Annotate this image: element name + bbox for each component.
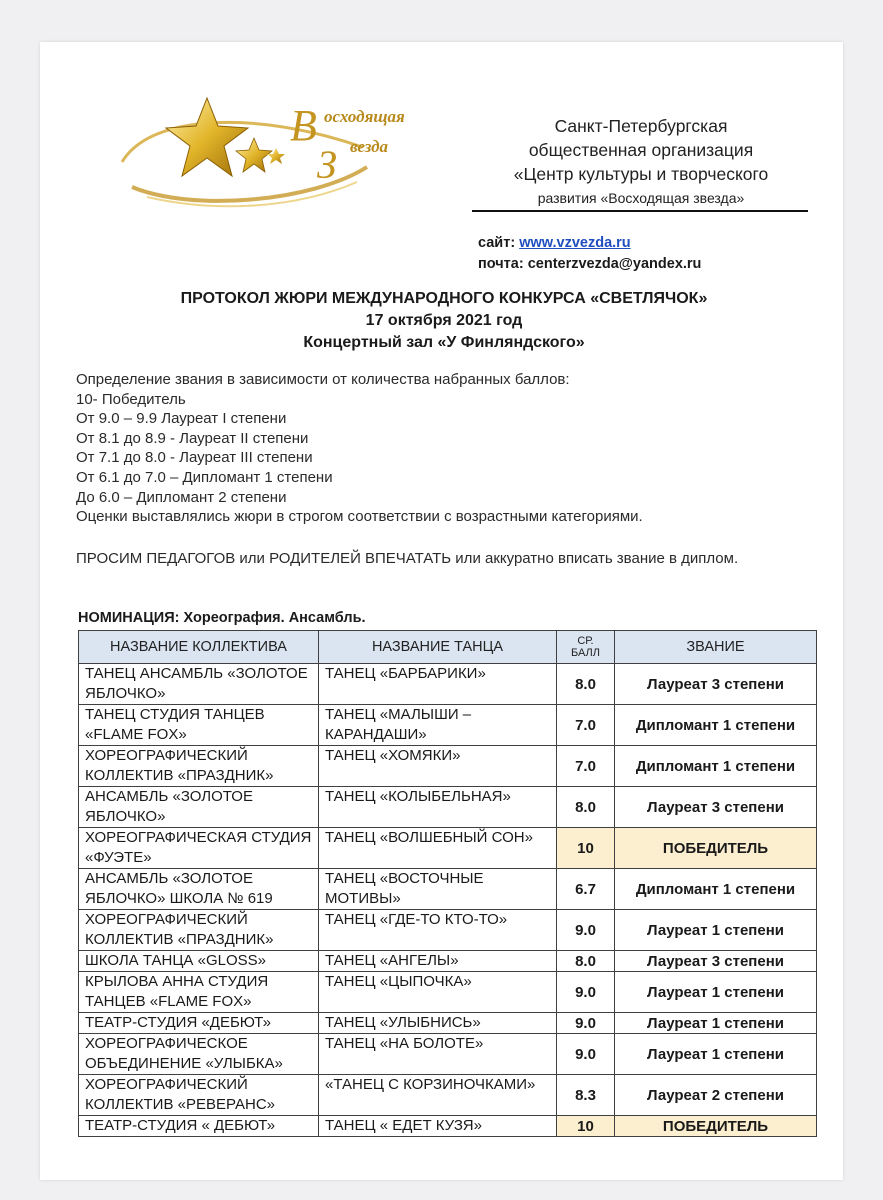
table-row [79,1034,817,1075]
dance-cell: ТАНЕЦ «КОЛЫБЕЛЬНАЯ» [319,787,557,828]
score-cell: 9.0 [557,910,615,951]
rising-star-logo [112,92,462,212]
site-row [478,233,701,254]
rank-cell: Лауреат 3 степени [615,664,817,705]
rank-cell: ПОБЕДИТЕЛЬ [615,828,817,869]
collective-cell: ТАНЕЦ СТУДИЯ ТАНЦЕВ «FLAME FOX» [79,705,319,746]
org-line-3: «Центр культуры и творческого [513,164,769,184]
dance-cell: ТАНЕЦ «МАЛЫШИ – КАРАНДАШИ» [319,705,557,746]
table-header-row [79,631,817,664]
rank-rules [76,370,816,527]
score-cell: 10 [557,1116,615,1137]
score-cell: 7.0 [557,746,615,787]
nomination-title [78,610,366,626]
dance-cell: ТАНЕЦ «УЛЫБНИСЬ» [319,1013,557,1034]
org-line-1: Санкт-Петербургская [554,116,728,136]
rank-cell: Лауреат 1 степени [615,1034,817,1075]
protocol-venue: Концертный зал «У Финляндского» [303,334,585,351]
dance-cell: ТАНЕЦ «ЦЫПОЧКА» [319,972,557,1013]
collective-cell: ХОРЕОГРАФИЧЕСКОЕ ОБЪЕДИНЕНИЕ «УЛЫБКА» [79,1034,319,1075]
header-collective: НАЗВАНИЕ КОЛЛЕКТИВА [79,631,319,664]
rank-cell: Лауреат 3 степени [615,787,817,828]
score-cell: 9.0 [557,972,615,1013]
rank-cell: Дипломант 1 степени [615,705,817,746]
organization-block [474,114,808,210]
dance-cell: ТАНЕЦ « ЕДЕТ КУЗЯ» [319,1116,557,1137]
collective-cell: АНСАМБЛЬ «ЗОЛОТОЕ ЯБЛОЧКО» [79,787,319,828]
table-row [79,910,817,951]
rank-cell: ПОБЕДИТЕЛЬ [615,1116,817,1137]
rank-cell: Лауреат 1 степени [615,972,817,1013]
score-cell: 8.0 [557,951,615,972]
teacher-request-note: ПРОСИМ ПЕДАГОГОВ или РОДИТЕЛЕЙ ВПЕЧАТАТЬ или аккуратно вписать звание в диплом. [76,550,739,567]
protocol-title: ПРОТОКОЛ ЖЮРИ МЕЖДУНАРОДНОГО КОНКУРСА «СВЕТЛЯЧОК» [180,290,708,307]
dance-cell: ТАНЕЦ «ХОМЯКИ» [319,746,557,787]
rank-cell: Дипломант 1 степени [615,746,817,787]
rank-cell: Лауреат 1 степени [615,910,817,951]
table-row [79,787,817,828]
header-score-line2: БАЛЛ [571,647,600,659]
table-row-winner [79,828,817,869]
rule-line: До 6.0 – Дипломант 2 степени [76,488,287,506]
mail-row [478,254,701,275]
collective-cell: ТЕАТР-СТУДИЯ « ДЕБЮТ» [79,1116,319,1137]
collective-cell: ШКОЛА ТАНЦА «GLOSS» [79,951,319,972]
mail-address: centerzvezda@yandex.ru [527,256,702,272]
table-row [79,869,817,910]
collective-cell: ТАНЕЦ АНСАМБЛЬ «ЗОЛОТОЕ ЯБЛОЧКО» [79,664,319,705]
nomination-label: НОМИНАЦИЯ: [78,610,180,626]
rule-line: 10- Победитель [76,390,186,408]
score-cell: 9.0 [557,1034,615,1075]
table-row [79,664,817,705]
rank-cell: Лауреат 3 степени [615,951,817,972]
dance-cell: ТАНЕЦ «АНГЕЛЫ» [319,951,557,972]
collective-cell: КРЫЛОВА АННА СТУДИЯ ТАНЦЕВ «FLAME FOX» [79,972,319,1013]
results-table [78,630,817,1137]
score-cell: 8.3 [557,1075,615,1116]
score-cell: 9.0 [557,1013,615,1034]
logo-word-1: осходящая [324,107,405,126]
rule-line: Определение звания в зависимости от количества набранных баллов: [76,371,570,388]
mail-label: почта: [478,256,524,272]
score-cell: 10 [557,828,615,869]
dance-cell: ТАНЕЦ «ГДЕ-ТО КТО-ТО» [319,910,557,951]
rule-line: От 9.0 – 9.9 Лауреат I степени [76,410,287,428]
rank-cell: Лауреат 1 степени [615,1013,817,1034]
collective-cell: ХОРЕОГРАФИЧЕСКАЯ СТУДИЯ «ФУЭТЕ» [79,828,319,869]
collective-cell: ХОРЕОГРАФИЧЕСКИЙ КОЛЛЕКТИВ «РЕВЕРАНС» [79,1075,319,1116]
table-row [79,746,817,787]
table-row-winner [79,1116,817,1137]
collective-cell: ТЕАТР-СТУДИЯ «ДЕБЮТ» [79,1013,319,1034]
rule-line: Оценки выставлялись жюри в строгом соответствии с возрастными категориями. [76,508,643,526]
site-label: сайт: [478,235,516,251]
logo-initial-v: В [290,101,317,150]
rank-cell: Дипломант 1 степени [615,869,817,910]
header-dance: НАЗВАНИЕ ТАНЦА [319,631,557,664]
dance-cell: ТАНЕЦ «НА БОЛОТЕ» [319,1034,557,1075]
site-link[interactable]: www.vzvezda.ru [519,235,631,251]
collective-cell: АНСАМБЛЬ «ЗОЛОТОЕ ЯБЛОЧКО» ШКОЛА № 619 [79,869,319,910]
table-row [79,1013,817,1034]
score-cell: 6.7 [557,869,615,910]
logo-word-2: везда [350,137,389,156]
contacts-block [478,233,701,275]
rule-line: От 7.1 до 8.0 - Лауреат III степени [76,449,313,467]
table-row [79,951,817,972]
dance-cell: «ТАНЕЦ С КОРЗИНОЧКАМИ» [319,1075,557,1116]
protocol-heading [80,288,808,354]
table-row [79,972,817,1013]
rule-line: От 8.1 до 8.9 - Лауреат II степени [76,429,309,447]
header-score-line1: СР. [577,635,594,647]
rank-cell: Лауреат 2 степени [615,1075,817,1116]
score-cell: 7.0 [557,705,615,746]
table-row [79,1075,817,1116]
collective-cell: ХОРЕОГРАФИЧЕСКИЙ КОЛЛЕКТИВ «ПРАЗДНИК» [79,746,319,787]
org-line-2: общественная организация [528,140,754,160]
org-divider [472,210,808,212]
org-line-4: развития «Восходящая звезда» [537,190,745,206]
dance-cell: ТАНЕЦ «БАРБАРИКИ» [319,664,557,705]
nomination-value: Хореография. Ансамбль. [183,610,366,626]
header-rank: ЗВАНИЕ [615,631,817,664]
protocol-date: 17 октября 2021 год [365,312,523,329]
logo-initial-z: З [317,142,337,187]
score-cell: 8.0 [557,664,615,705]
score-cell: 8.0 [557,787,615,828]
collective-cell: ХОРЕОГРАФИЧЕСКИЙ КОЛЛЕКТИВ «ПРАЗДНИК» [79,910,319,951]
rule-line: От 6.1 до 7.0 – Дипломант 1 степени [76,468,333,486]
table-row [79,705,817,746]
dance-cell: ТАНЕЦ «ВОСТОЧНЫЕ МОТИВЫ» [319,869,557,910]
dance-cell: ТАНЕЦ «ВОЛШЕБНЫЙ СОН» [319,828,557,869]
header-score [557,631,615,664]
